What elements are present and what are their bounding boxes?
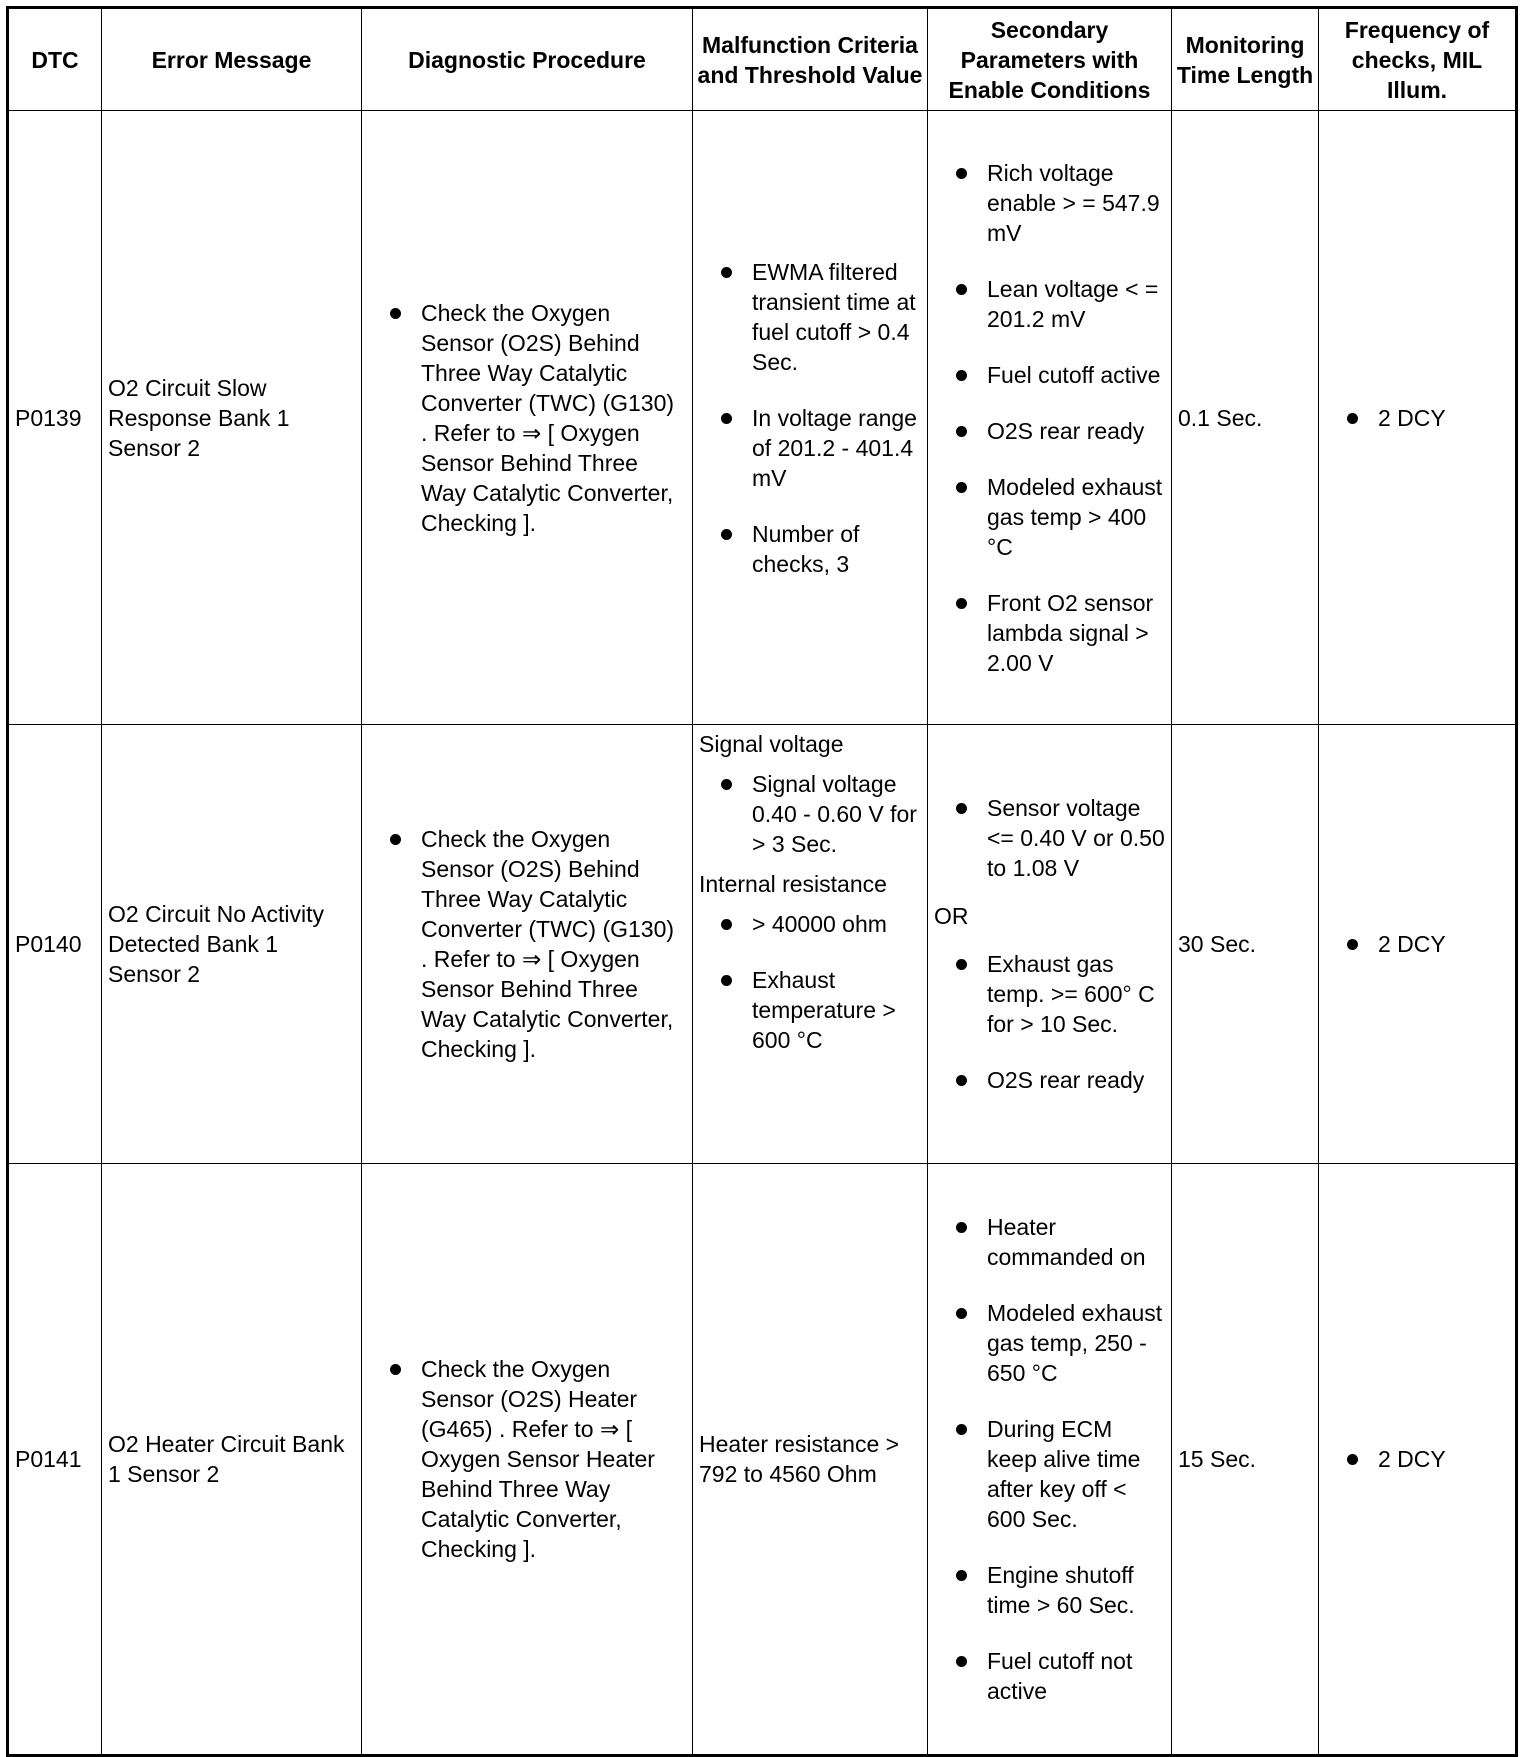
header-malfunction-criteria: Malfunction Criteria and Threshold Value xyxy=(693,8,928,111)
dtc-code: P0140 xyxy=(8,725,102,1163)
secondary-item: Front O2 sensor lambda signal > 2.00 V xyxy=(934,588,1165,678)
monitoring-time: 30 Sec. xyxy=(1172,725,1319,1163)
criteria-item: Exhaust temperature > 600 °C xyxy=(699,965,921,1055)
secondary-item: Engine shutoff time > 60 Sec. xyxy=(934,1560,1165,1620)
secondary-item: Lean voltage < = 201.2 mV xyxy=(934,274,1165,334)
criteria-label: Internal resistance xyxy=(699,871,887,898)
malfunction-criteria xyxy=(693,111,928,725)
diagnostic-procedure xyxy=(362,1163,693,1755)
criteria-item: In voltage range of 201.2 - 401.4 mV xyxy=(699,403,921,493)
secondary-item: Sensor voltage <= 0.40 V or 0.50 to 1.08 V xyxy=(934,793,1165,883)
criteria-label: Signal voltage xyxy=(699,731,844,758)
secondary-item: O2S rear ready xyxy=(934,1065,1165,1095)
or-separator: OR xyxy=(934,903,969,930)
malfunction-criteria: Heater resistance > 792 to 4560 Ohm xyxy=(693,1163,928,1755)
header-monitoring-time: Monitoring Time Length xyxy=(1172,8,1319,111)
procedure-item: Check the Oxygen Sensor (O2S) Behind Three Way Catalytic Converter (TWC) (G130) . Refer to ⇒ [ Oxygen Sensor Behind Three Way Catalytic Converter, Checking ]. xyxy=(368,824,686,1064)
criteria-item: Signal voltage 0.40 - 0.60 V for > 3 Sec. xyxy=(699,769,921,859)
secondary-item: Fuel cutoff not active xyxy=(934,1646,1165,1706)
procedure-item: Check the Oxygen Sensor (O2S) Behind Three Way Catalytic Converter (TWC) (G130) . Refer to ⇒ [ Oxygen Sensor Behind Three Way Catalytic Converter, Checking ]. xyxy=(368,298,686,538)
criteria-item: > 40000 ohm xyxy=(699,909,921,939)
error-message: O2 Heater Circuit Bank 1 Sensor 2 xyxy=(102,1163,362,1755)
frequency xyxy=(1319,725,1517,1163)
header-secondary-parameters: Secondary Parameters with Enable Conditions xyxy=(928,8,1172,111)
header-frequency: Frequency of checks, MIL Illum. xyxy=(1319,8,1517,111)
criteria-item: Number of checks, 3 xyxy=(699,519,921,579)
header-dtc: DTC xyxy=(8,8,102,111)
table-row xyxy=(8,725,1517,1163)
secondary-parameters xyxy=(928,111,1172,725)
secondary-parameters xyxy=(928,725,1172,1163)
frequency-item: 2 DCY xyxy=(1325,929,1509,959)
frequency xyxy=(1319,1163,1517,1755)
diagnostic-procedure xyxy=(362,111,693,725)
dtc-code: P0141 xyxy=(8,1163,102,1755)
error-message: O2 Circuit No Activity Detected Bank 1 Sensor 2 xyxy=(102,725,362,1163)
criteria-item: EWMA filtered transient time at fuel cutoff > 0.4 Sec. xyxy=(699,257,921,377)
header-error-message: Error Message xyxy=(102,8,362,111)
secondary-parameters xyxy=(928,1163,1172,1755)
monitoring-time: 0.1 Sec. xyxy=(1172,111,1319,725)
secondary-item: Rich voltage enable > = 547.9 mV xyxy=(934,158,1165,248)
secondary-item: Exhaust gas temp. >= 600° C for > 10 Sec. xyxy=(934,949,1165,1039)
secondary-item: Heater commanded on xyxy=(934,1212,1165,1272)
frequency xyxy=(1319,111,1517,725)
procedure-item: Check the Oxygen Sensor (O2S) Heater (G465) . Refer to ⇒ [ Oxygen Sensor Heater Behind Three Way Catalytic Converter, Checking ]. xyxy=(368,1354,686,1564)
header-row xyxy=(8,8,1517,111)
dtc-code: P0139 xyxy=(8,111,102,725)
secondary-item: During ECM keep alive time after key off < 600 Sec. xyxy=(934,1414,1165,1534)
frequency-item: 2 DCY xyxy=(1325,403,1509,433)
dtc-table xyxy=(6,6,1518,1757)
frequency-item: 2 DCY xyxy=(1325,1444,1509,1474)
diagnostic-procedure xyxy=(362,725,693,1163)
secondary-item: Modeled exhaust gas temp, 250 - 650 °C xyxy=(934,1298,1165,1388)
secondary-item: Fuel cutoff active xyxy=(934,360,1165,390)
monitoring-time: 15 Sec. xyxy=(1172,1163,1319,1755)
table-row xyxy=(8,1163,1517,1755)
secondary-item: O2S rear ready xyxy=(934,416,1165,446)
malfunction-criteria xyxy=(693,725,928,1163)
table-row xyxy=(8,111,1517,725)
header-diagnostic-procedure: Diagnostic Procedure xyxy=(362,8,693,111)
secondary-item: Modeled exhaust gas temp > 400 °C xyxy=(934,472,1165,562)
error-message: O2 Circuit Slow Response Bank 1 Sensor 2 xyxy=(102,111,362,725)
